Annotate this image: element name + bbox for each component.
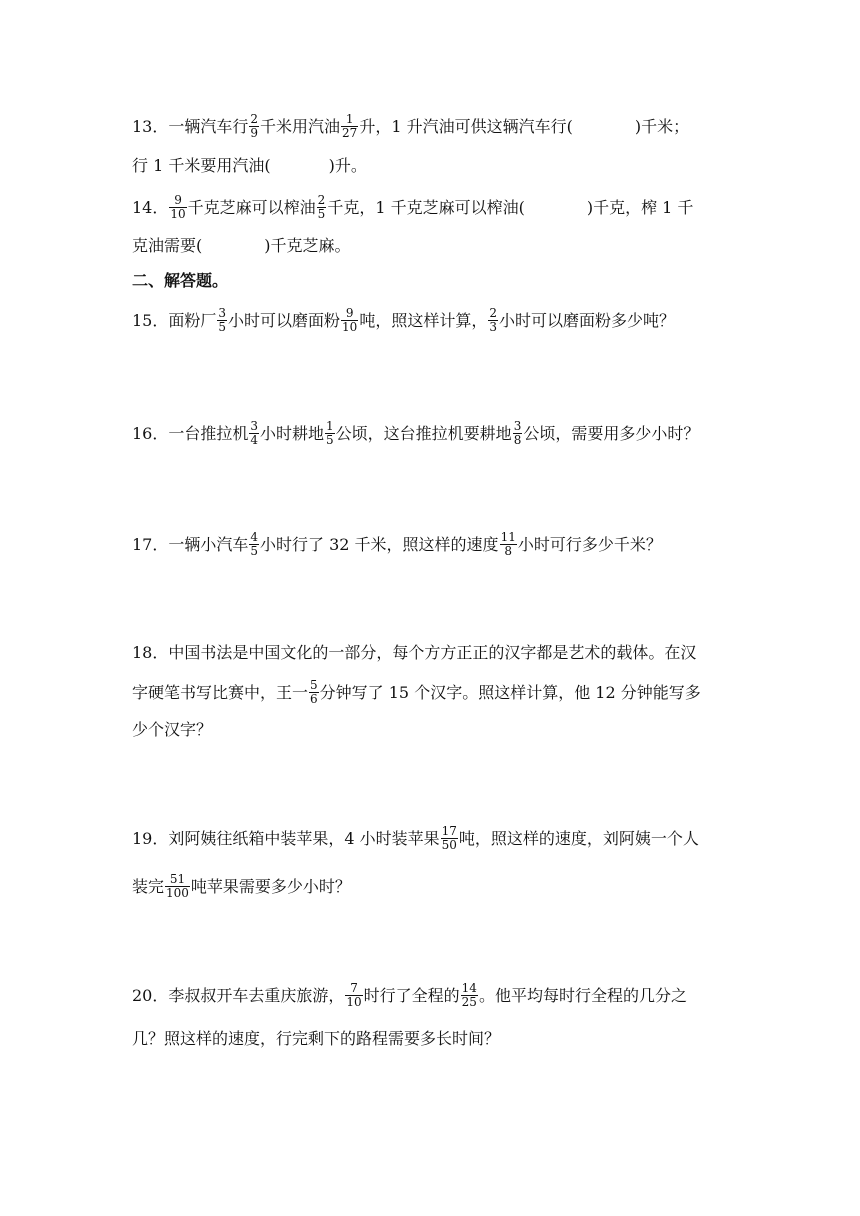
- q14-text-f: )千克芝麻。: [264, 236, 351, 255]
- q19-fraction-1: $\frac{17}{50}$: [441, 824, 457, 852]
- q16-text-d: 公顷，需要用多少小时？: [523, 424, 700, 443]
- q14-text-b: 千克芝麻可以榨油: [187, 198, 316, 217]
- q16-text-a: 16．一台推拉机: [132, 424, 249, 443]
- q19-text-a: 19．刘阿姨往纸箱中装苹果，4 小时装苹果: [132, 829, 440, 848]
- q20-text-a: 20．李叔叔开车去重庆旅游，: [132, 986, 345, 1005]
- q13-line-2: [132, 154, 367, 178]
- q18-text-b: 分钟写了 15 个汉字。照这样计算，他 12 分钟能写多: [319, 683, 701, 702]
- q19-line-2: [132, 874, 351, 898]
- q15-text-a: 15．面粉厂: [132, 311, 217, 330]
- q19-fraction-2: $\frac{51}{100}$: [166, 872, 189, 900]
- q20-text-b: 时行了全程的: [363, 986, 460, 1005]
- q14-text-a: 14．: [132, 198, 169, 217]
- q20-fraction-1: $\frac{7}{10}$: [346, 981, 362, 1009]
- q17-text-c: 小时可行多少千米？: [517, 535, 662, 554]
- q20-text-c: 。他平均每时行全程的几分之: [478, 986, 687, 1005]
- q14-fraction-1: $\frac{9}{10}$: [170, 193, 186, 221]
- q16-text-b: 小时耕地: [260, 424, 325, 443]
- q17-text-b: 小时行了 32 千米，照这样的速度: [260, 535, 499, 554]
- q13-text-a: 13．一辆汽车行: [132, 117, 249, 136]
- q14-text-c: 千克，1 千克芝麻可以榨油(: [327, 198, 525, 217]
- q13-text-b: 千米用汽油: [260, 117, 341, 136]
- q18-line-1: 18．中国书法是中国文化的一部分，每个方方正正的汉字都是艺术的载体。在汉: [132, 643, 697, 662]
- q15-line: [132, 308, 675, 332]
- q18-line-3: 少个汉字？: [132, 720, 213, 739]
- q17-fraction-1: $\frac{4}{5}$: [250, 530, 259, 558]
- q15-text-c: 吨，照这样计算，: [359, 311, 488, 330]
- q13-text-c: 升，1 升汽油可供这辆汽车行(: [359, 117, 573, 136]
- q14-text-e: 克油需要(: [132, 236, 203, 255]
- q16-fraction-1: $\frac{3}{4}$: [250, 419, 259, 447]
- q18-text-a: 字硬笔书写比赛中，王一: [132, 683, 309, 702]
- q15-text-b: 小时可以磨面粉: [228, 311, 341, 330]
- q15-fraction-2: $\frac{9}{10}$: [342, 306, 358, 334]
- q19-text-b: 吨，照这样的速度，刘阿姨一个人: [458, 829, 699, 848]
- q15-fraction-3: $\frac{2}{3}$: [489, 306, 497, 334]
- q20-line-2: 几？照这样的速度，行完剩下的路程需要多长时间？: [132, 1029, 501, 1048]
- q16-fraction-3: $\frac{3}{8}$: [513, 419, 522, 447]
- q20-fraction-2: $\frac{14}{25}$: [461, 981, 477, 1009]
- q14-line-1: [132, 195, 693, 219]
- q19-line-1: [132, 826, 699, 850]
- q20-line-1: [132, 983, 687, 1007]
- q14-fraction-2: $\frac{2}{5}$: [317, 193, 326, 221]
- q18-line-2: [132, 680, 701, 704]
- q16-text-c: 公顷，这台推拉机要耕地: [335, 424, 512, 443]
- q13-text-e: 行 1 千米要用汽油(: [132, 156, 271, 175]
- q16-line: [132, 421, 699, 445]
- q19-text-c: 装完: [132, 877, 165, 896]
- q17-text-a: 17．一辆小汽车: [132, 535, 249, 554]
- q13-line-1: [132, 114, 689, 138]
- q14-text-d: )千克，榨 1 千: [586, 198, 694, 217]
- q15-text-d: 小时可以磨面粉多少吨？: [498, 311, 675, 330]
- q18-fraction-1: $\frac{5}{6}$: [310, 678, 318, 706]
- q17-line: [132, 532, 662, 556]
- section-title: 二、解答题。: [132, 271, 229, 290]
- q16-fraction-2: $\frac{1}{5}$: [326, 419, 334, 447]
- q14-line-2: [132, 234, 351, 258]
- q17-fraction-2: $\frac{11}{8}$: [500, 530, 516, 558]
- q13-text-d: )千米；: [634, 117, 690, 136]
- q13-text-f: )升。: [328, 156, 367, 175]
- q13-fraction-1: $\frac{2}{9}$: [250, 112, 259, 140]
- q19-text-d: 吨苹果需要多少小时？: [190, 877, 351, 896]
- q15-fraction-1: $\frac{3}{5}$: [218, 306, 227, 334]
- q13-fraction-2: $\frac{1}{27}$: [342, 112, 358, 140]
